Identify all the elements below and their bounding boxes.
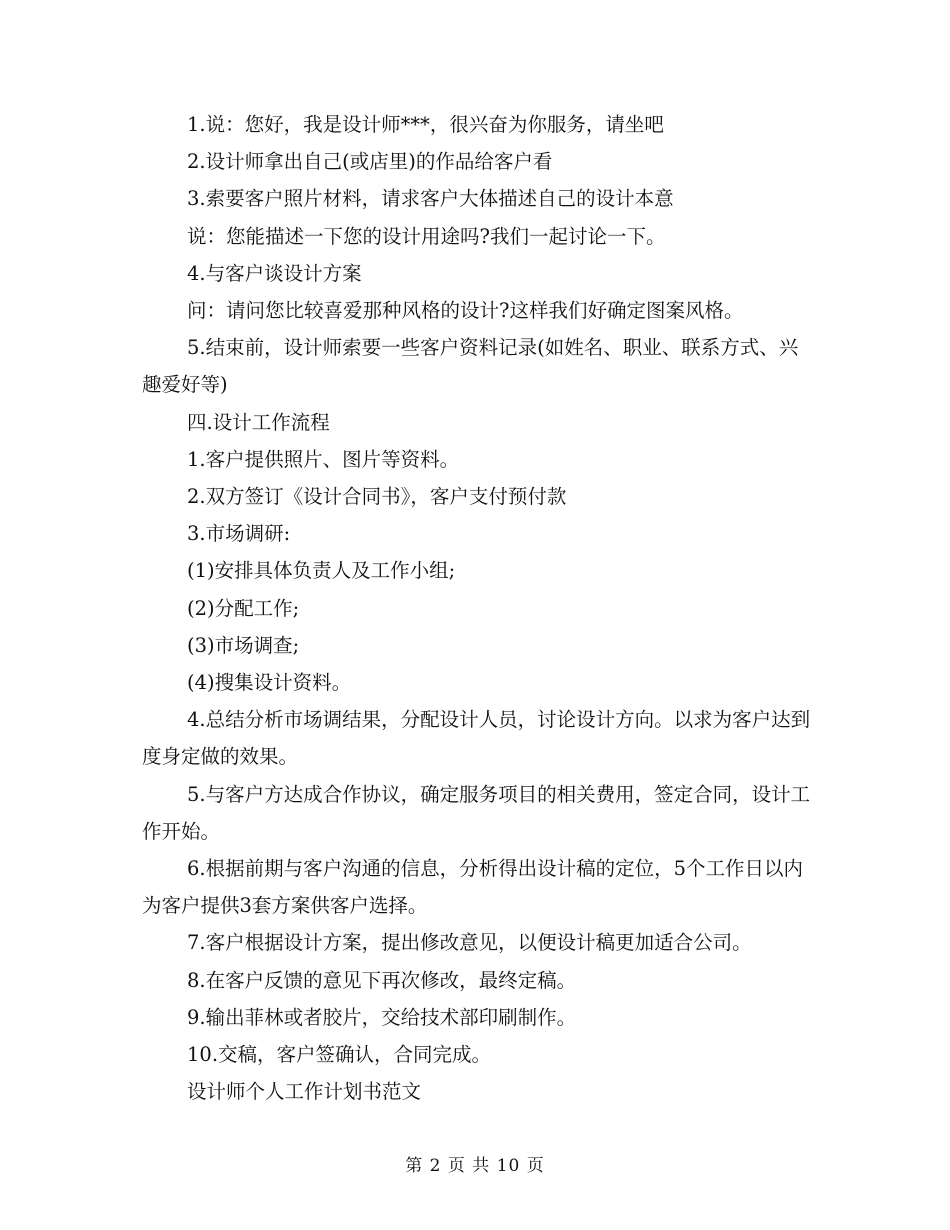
paragraph: 4.与客户谈设计方案 [187,261,362,285]
paragraph: 4.总结分析市场调结果，分配设计人员，讨论设计方向。以求为客户达到度身定做的效果。 [142,708,811,769]
paragraph: 7.客户根据设计方案，提出修改意见，以便设计稿更加适合公司。 [187,931,752,955]
paragraph: 5.结束前，设计师索要一些客户资料记录(如姓名、职业、联系方式、兴趣爱好等) [142,336,799,397]
section-title: 设计师个人工作计划书范文 [187,1080,422,1104]
paragraph: 说：您能描述一下您的设计用途吗?我们一起讨论一下。 [187,224,666,248]
paragraph: (2)分配工作; [187,596,300,620]
paragraph: 6.根据前期与客户沟通的信息，分析得出设计稿的定位，5个工作日以内为客户提供3套方案供客户选择。 [142,857,804,918]
document-body [142,106,812,1110]
section-heading: 四.设计工作流程 [187,410,330,434]
paragraph: 1.客户提供照片、图片等资料。 [187,447,460,471]
paragraph: 3.市场调研: [187,522,291,546]
paragraph: (1)安排具体负责人及工作小组; [187,559,456,583]
paragraph: 9.输出菲林或者胶片，交给技术部印刷制作。 [187,1005,577,1029]
page-footer [0,1154,950,1178]
paragraph: 10.交稿，客户签确认，合同完成。 [187,1043,492,1067]
paragraph: 5.与客户方达成合作协议，确定服务项目的相关费用，签定合同，设计工作开始。 [142,782,811,843]
paragraph: 1.说：您好，我是设计师***，很兴奋为你服务，请坐吧 [187,113,664,136]
paragraph: 2.设计师拿出自己(或店里)的作品给客户看 [187,150,553,174]
paragraph: 8.在客户反馈的意见下再次修改，最终定稿。 [187,968,577,992]
paragraph: 问：请问您比较喜爱那种风格的设计?这样我们好确定图案风格。 [187,299,744,323]
paragraph: 2.双方签订《设计合同书》，客户支付预付款 [187,485,567,509]
page-number: 第 2 页 共 10 页 [405,1156,545,1176]
paragraph: (3)市场调查; [187,633,300,657]
paragraph: 3.索要客户照片材料，请求客户大体描述自己的设计本意 [187,187,674,211]
paragraph: (4)搜集设计资料。 [187,671,352,695]
